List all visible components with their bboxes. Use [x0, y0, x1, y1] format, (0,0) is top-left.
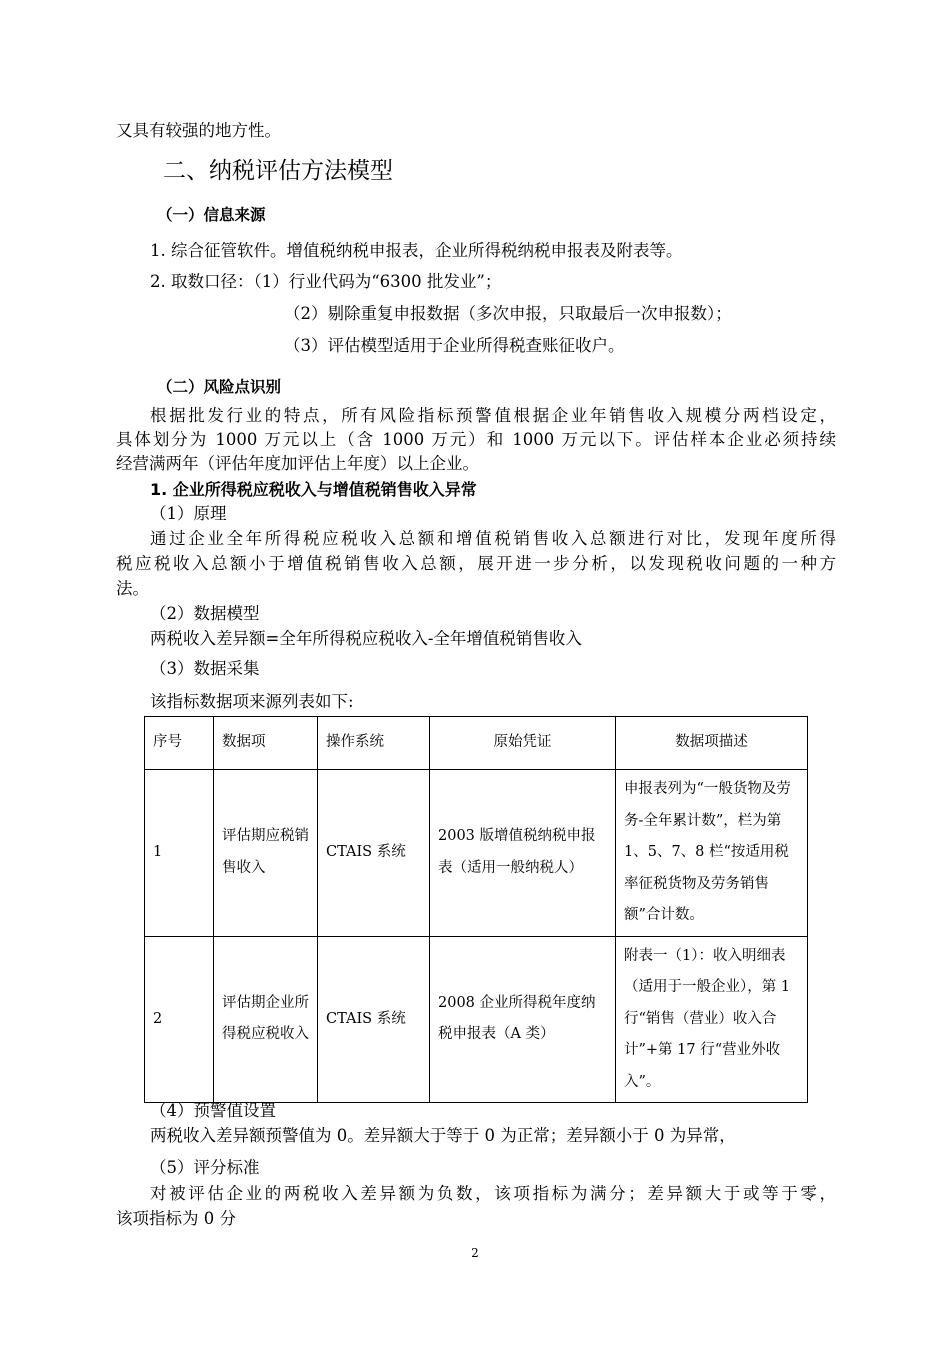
table-header-row — [145, 717, 808, 770]
paragraph-line: 该项指标为 0 分 — [116, 1209, 236, 1228]
table-row — [145, 770, 808, 937]
cell-no: 1 — [145, 770, 214, 937]
paragraph-line: 根据批发行业的特点，所有风险指标预警值根据企业年销售收入规模分两档设定， — [150, 406, 836, 425]
list-item-2: 2. 取数口径：（1）行业代码为“6300 批发业”； — [150, 272, 502, 291]
label-scoring: （5）评分标准 — [150, 1158, 260, 1177]
list-item-1: 1. 综合征管软件。增值税纳税申报表，企业所得税纳税申报表及附表等。 — [150, 241, 683, 260]
page-number: 2 — [471, 1246, 479, 1260]
cell-no: 2 — [145, 936, 214, 1103]
continuation-line: 又具有较强的地方性。 — [116, 121, 281, 140]
subsection-risk-points: （二）风险点识别 — [157, 378, 282, 396]
cell-item: 评估期应税销售收入 — [214, 770, 318, 937]
header-cell: 数据项 — [214, 717, 318, 770]
cell-description: 申报表列为“一般货物及劳务-全年累计数”，栏为第 1、5、7、8 栏“按适用税率征税货物及劳务销售额”合计数。 — [616, 770, 808, 937]
paragraph-line: 税应税收入总额小于增值税销售收入总额，展开进一步分析，以发现税收问题的一种方 — [116, 554, 836, 573]
table-row — [145, 936, 808, 1103]
warning-text: 两税收入差异额预警值为 0。差异额大于等于 0 为正常；差异额小于 0 为异常， — [150, 1126, 736, 1145]
paragraph-line: 法。 — [116, 579, 149, 598]
header-cell: 操作系统 — [318, 717, 430, 770]
subsection-info-source: （一）信息来源 — [157, 206, 266, 224]
paragraph-line: 经营满两年（评估年度加评估上年度）以上企业。 — [116, 454, 479, 473]
header-cell: 数据项描述 — [616, 717, 808, 770]
cell-source: 2003 版增值税纳税申报表（适用一般纳税人） — [430, 770, 616, 937]
table-intro: 该指标数据项来源列表如下: — [150, 692, 354, 711]
section-heading: 二、纳税评估方法模型 — [163, 158, 393, 184]
paragraph-line: 通过企业全年所得税应税收入总额和增值税销售收入总额进行对比，发现年度所得 — [150, 529, 836, 548]
cell-source: 2008 企业所得税年度纳税申报表（A 类） — [430, 936, 616, 1103]
cell-description: 附表一（1）：收入明细表（适用于一般企业），第 1 行“销售（营业）收入合计”+第 17 行“营业外收入”。 — [616, 936, 808, 1103]
paragraph-line: 对被评估企业的两税收入差异额为负数，该项指标为满分；差异额大于或等于零， — [150, 1184, 836, 1203]
paragraph-line: 具体划分为 1000 万元以上（含 1000 万元）和 1000 万元以下。评估样本企业必须持续 — [116, 430, 836, 449]
header-cell: 原始凭证 — [430, 717, 616, 770]
header-cell: 序号 — [145, 717, 214, 770]
label-principle: （1）原理 — [150, 504, 227, 523]
formula: 两税收入差异额=全年所得税应税收入-全年增值税销售收入 — [150, 629, 582, 648]
cell-item: 评估期企业所得税应税收入 — [214, 936, 318, 1103]
list-item-2-sub-2: （2）剔除重复申报数据（多次申报，只取最后一次申报数）； — [284, 304, 732, 323]
label-data-collection: （3）数据采集 — [150, 659, 260, 678]
label-data-model: （2）数据模型 — [150, 604, 260, 623]
cell-system: CTAIS 系统 — [318, 936, 430, 1103]
cell-system: CTAIS 系统 — [318, 770, 430, 937]
subsection-indicator-1: 1. 企业所得税应税收入与增值税销售收入异常 — [150, 480, 477, 499]
list-item-2-sub-3: （3）评估模型适用于企业所得税查账征收户。 — [284, 336, 625, 355]
label-warning-value: （4）预警值设置 — [150, 1101, 276, 1120]
data-source-table — [144, 716, 808, 1103]
